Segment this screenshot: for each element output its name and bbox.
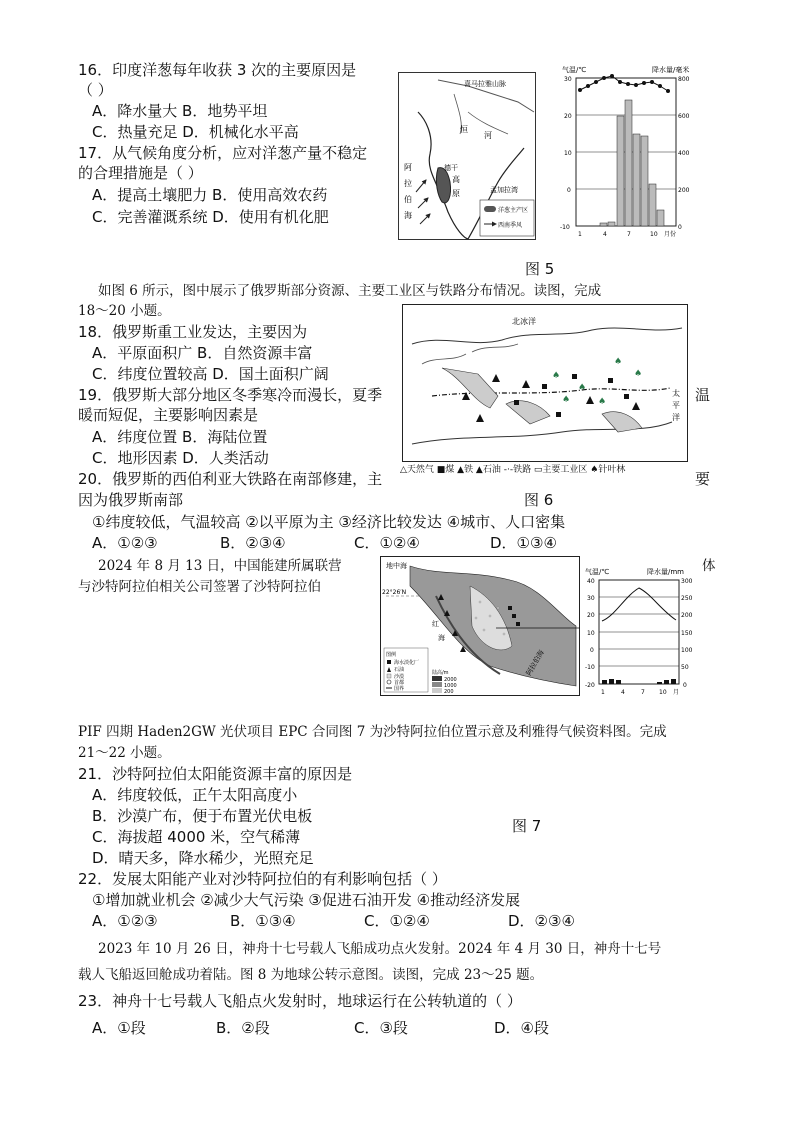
fig6-label-arctic: 北冰洋 [512,317,536,326]
q22-option-b: B．①③④ [230,912,296,930]
svg-text:♠: ♠ [614,357,623,367]
intro21-line1-left: 2024 年 8 月 13 日，中国能建所属联营 [98,558,342,574]
fig5-precip-tick-400: 400 [678,150,690,157]
fig7-month-10: 10 [659,689,667,696]
fig5-legend-onion: 洋葱主产区 [498,207,529,214]
q22-option-c: C．①②④ [364,912,430,930]
fig7-precip-tick-150: 150 [681,630,693,637]
fig5-temp-tick-0: 0 [567,187,571,194]
fig7-precip-tick-100: 100 [681,647,693,654]
fig7-legend-title: 图例 [386,652,397,658]
fig5-precip-tick-800: 800 [678,76,690,83]
q23-stem: 23．神舟十七号载人飞船点火发射时，地球运行在公转轨道的（ ） [78,992,522,1010]
fig5-temp-axis-label: 气温/℃ [562,66,587,74]
fig5-caption: 图 5 [525,260,555,278]
fig5-label-plateau2: 原 [452,189,460,198]
fig6-caption: 图 6 [524,491,554,509]
q19-stem-right: 温 [695,386,711,404]
fig7-temp-tick-30: 30 [587,595,595,602]
q19-stem2: 暖而短促，主要影响因素是 [78,406,259,424]
fig7-label-red2: 海 [438,634,445,642]
q19-stem-left: 19．俄罗斯大部分地区冬季寒冷而漫长，夏季 [78,386,383,404]
q21-option-b: B．沙漠广布，便于布置光伏电板 [92,807,313,825]
fig5-month-unit: 月份 [664,231,677,238]
q23-option-b: B．②段 [216,1019,270,1037]
fig5-label-ganges2: 河 [484,131,492,140]
fig7-month-4: 4 [621,689,625,696]
fig7-precip-axis-label: 降水量/mm [647,568,684,576]
q16-options-row1: A．降水量大 B．地势平坦 [92,102,268,120]
fig6-legend: △天然气 ■煤 ▲铁 ▲石油 -·-铁路 ▭主要工业区 ♠针叶林 [400,465,626,475]
q21-option-d: D．晴天多，降水稀少，光照充足 [92,849,314,867]
fig5-month-7: 7 [627,231,631,238]
fig7-legend-border: 国界 [394,686,405,692]
fig7-temp-tick-40: 40 [587,578,595,585]
intro21-line4: 21～22 小题。 [78,745,171,761]
q20-stem-left: 20．俄罗斯的西伯利亚大铁路在南部修建，主 [78,470,383,488]
q19-options-row1: A．纬度位置 B．海陆位置 [92,428,268,446]
q22-stem: 22．发展太阳能产业对沙特阿拉伯的有利影响包括（ ） [78,870,447,888]
intro23-line2: 载人飞船返回舱成功着陆。图 8 为地球公转示意图。读图，完成 23～25 题。 [78,967,544,983]
fig6-russia-map [402,304,688,462]
intro18-line1: 如图 6 所示，图中展示了俄罗斯部分资源、主要工业区与铁路分布情况。读图，完成 [98,283,602,299]
fig6-label-pacific1: 太 [672,389,680,398]
fig7-temp-axis-label: 气温/℃ [585,568,610,576]
fig7-caption: 图 7 [512,817,542,835]
fig7-label-mediterranean: 地中海 [386,562,407,570]
q22-option-d: D．②③④ [508,912,575,930]
fig5-temp-tick-30: 30 [564,76,572,83]
fig7-precip-tick-250: 250 [681,595,693,602]
fig5-label-himalaya: 喜马拉雅山脉 [464,80,506,88]
q18-options-row2: C．纬度位置较高 D．国土面积广阔 [92,365,329,383]
svg-text:♠: ♠ [552,371,561,381]
fig6-label-pacific2: 平 [672,401,680,410]
fig5-precip-tick-0: 0 [678,224,682,231]
fig5-month-10: 10 [650,231,658,238]
q17-options-row1: A．提高土壤肥力 B．使用高效农药 [92,186,328,204]
fig7-legend-oil: 石油 [394,667,405,673]
fig5-label-arab3: 伯 [404,195,412,204]
fig7-label-arabian-sea: 阿拉伯海 [524,648,546,677]
fig5-label-deccan: 德干 [444,164,458,172]
fig7-temp-tick-10: 10 [587,630,595,637]
fig7-elev-1000: 1000 [444,683,457,689]
fig5-label-arab2: 拉 [404,179,412,188]
q17-options-row2: C．完善灌溉系统 D．使用有机化肥 [92,208,329,226]
q18-options-row1: A．平原面积广 B．自然资源丰富 [92,344,313,362]
svg-text:♠: ♠ [634,369,643,379]
q21-stem: 21．沙特阿拉伯太阳能资源丰富的原因是 [78,765,353,783]
q20-stem2: 因为俄罗斯南部 [78,491,184,509]
fig7-legend-desert: 沙漠 [394,674,405,680]
fig7-saudi-map [380,556,580,696]
fig7-label-red1: 红 [432,620,439,628]
q21-option-c: C．海拔超 4000 米，空气稀薄 [92,828,301,846]
fig5-label-bengal: 孟加拉湾 [490,186,518,194]
fig6-label-pacific3: 洋 [672,413,680,422]
fig7-label-latitude: 22°26′N [382,589,407,596]
fig5-month-1: 1 [578,231,582,238]
fig7-legend-capital: 首都 [394,680,405,686]
fig5-temp-tick-20: 20 [564,113,572,120]
svg-text:♠: ♠ [598,397,607,407]
q20-option-a: A．①②③ [92,534,158,552]
q23-option-a: A．①段 [92,1019,146,1037]
fig7-temp-tick-0: 0 [590,647,594,654]
fig7-elev-200: 200 [444,689,454,695]
q20-stem-right: 要 [695,470,711,488]
intro18-line2: 18～20 小题。 [78,303,171,319]
q17-stem2: 的合理措施是（ ） [78,164,203,182]
fig7-elev-2000: 2000 [444,677,457,683]
fig5-precip-tick-200: 200 [678,187,690,194]
q22-option-a: A．①②③ [92,912,158,930]
fig7-elev-title: 陆高/m [432,670,449,676]
intro21-line2: 与沙特阿拉伯相关公司签署了沙特阿拉伯 [78,579,321,595]
svg-text:♠: ♠ [562,395,571,405]
fig5-india-map [398,72,536,240]
q20-option-c: C．①②④ [354,534,420,552]
fig5-climate-chart [560,62,690,242]
q16-paren: （ ） [78,81,113,99]
fig5-temp-tick-10: 10 [564,150,572,157]
fig5-temp-tick-neg10: -10 [560,224,570,231]
fig7-month-1: 1 [601,689,605,696]
fig7-legend-desal: 海水淡化厂 [394,660,420,666]
q16-options-row2: C．热量充足 D．机械化水平高 [92,123,299,141]
svg-text:♠: ♠ [578,383,587,393]
q20-option-d: D．①③④ [490,534,557,552]
intro21-line3: PIF 四期 Haden2GW 光伏项目 EPC 合同图 7 为沙特阿拉伯位置示意及利雅得气候资料图。完成 [78,724,667,740]
fig7-temp-tick-20: 20 [587,612,595,619]
q20-items: ①纬度较低，气温较高 ②以平原为主 ③经济比较发达 ④城市、人口密集 [92,513,566,531]
q21-option-a: A．纬度较低，正午太阳高度小 [92,786,298,804]
fig5-month-4: 4 [603,231,607,238]
fig5-label-ganges1: 恒 [460,125,468,134]
fig5-precip-tick-600: 600 [678,113,690,120]
fig5-label-plateau1: 高 [452,175,460,184]
fig7-month-7: 7 [641,689,645,696]
q18-stem: 18．俄罗斯重工业发达，主要因为 [78,323,308,341]
fig7-temp-tick-neg10: -10 [585,664,595,671]
fig7-precip-tick-200: 200 [681,612,693,619]
q23-option-c: C．③段 [354,1019,408,1037]
intro21-line1-right: 体 [702,558,716,574]
fig5-label-arab4: 海 [404,211,412,220]
fig7-precip-tick-0: 0 [683,682,687,689]
q20-option-b: B．②③④ [220,534,286,552]
fig5-label-arab1: 阿 [404,163,412,172]
fig7-precip-tick-50: 50 [681,664,689,671]
q22-items: ①增加就业机会 ②减少大气污染 ③促进石油开发 ④推动经济发展 [92,891,521,909]
fig5-legend-monsoon: 西南季风 [498,222,523,229]
q23-option-d: D．④段 [494,1019,549,1037]
fig5-precip-axis-label: 降水量/毫米 [652,66,690,74]
fig7-precip-tick-300: 300 [681,578,693,585]
q16-stem: 16．印度洋葱每年收获 3 次的主要原因是 [78,61,357,79]
q19-options-row2: C．地形因素 D．人类活动 [92,449,269,467]
fig7-climate-chart [585,566,697,698]
fig7-temp-tick-neg20: -20 [585,682,595,689]
q17-stem: 17．从气候角度分析，应对洋葱产量不稳定 [78,144,368,162]
intro23-line1: 2023 年 10 月 26 日，神舟十七号载人飞船成功点火发射。2024 年 4 月 30 日，神舟十七号 [98,941,662,957]
fig7-month-unit: 月 [673,689,680,696]
